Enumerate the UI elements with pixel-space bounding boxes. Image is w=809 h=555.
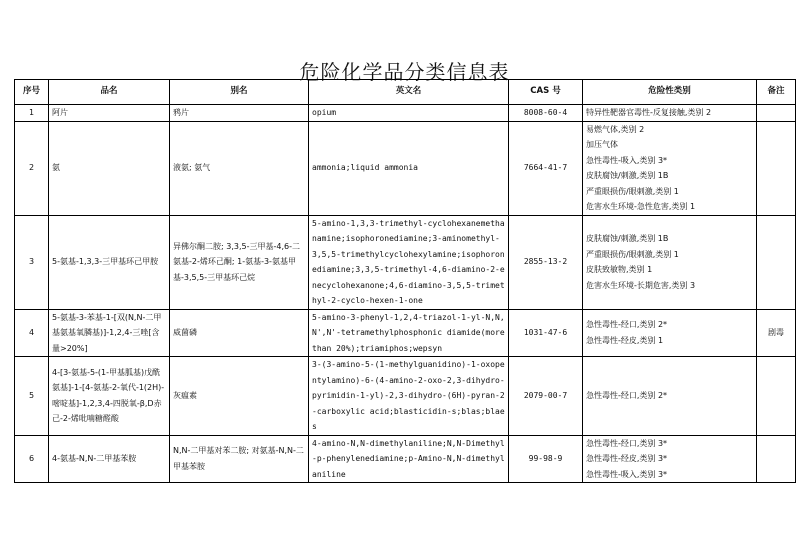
table-row [15,435,796,483]
hazard-line: 皮肤腐蚀/刺激,类别 1B [586,234,669,243]
cell-no: 5 [15,357,49,436]
cell-hazard [583,309,757,357]
cell-alias: 威菌磷 [170,309,309,357]
hazard-line: 急性毒性-经皮,类别 1 [586,335,664,345]
cell-english: 5-amino-3-phenyl-1,2,4-triazol-1-yl-N,N,N',N'-tetramethylphosphonic diamide(more than 20%);triamiphos;wepsyn [309,309,509,357]
hazard-line: 皮肤致敏物,类别 1 [586,265,653,274]
table-row [15,105,796,122]
header-hazard: 危险性类别 [583,80,757,105]
cell-alias: 灰瘟素 [170,357,309,436]
hazard-line: 急性毒性-吸入,类别 3* [586,469,668,479]
hazard-line: 皮肤腐蚀/刺激,类别 1B [586,171,669,180]
cell-no: 2 [15,121,49,215]
cell-english: opium [309,105,509,122]
cell-cas: 2079-00-7 [509,357,583,436]
cell-alias: N,N-二甲基对苯二胺; 对氨基-N,N-二甲基苯胺 [170,435,309,483]
cell-cas: 2855-13-2 [509,215,583,309]
cell-hazard [583,105,757,122]
cell-hazard [583,357,757,436]
cell-english: 5-amino-1,3,3-trimethyl-cyclohexanemethanamine;isophoronediamine;3-aminomethyl-3,5,5-trimethylcyclohexylamine;isophoronediamine;3,3,5-trimethyl-4,6-diamino-2-enecyclohexanone;4,6-diamino-3,5,5-trimethyl-2-cyclo-hexen-1-one [309,215,509,309]
cell-name: 4-[3-氨基-5-(1-甲基胍基)戊酰氨基]-1-[4-氨基-2-氧代-1(2H)-嘧啶基]-1,2,3,4-四脱氧-β,D赤己-2-烯吡喃糖醛酸 [49,357,170,436]
header-alias: 别名 [170,80,309,105]
cell-name: 5-氨基-1,3,3-三甲基环己甲胺 [49,215,170,309]
cell-alias: 异佛尔酮二胺; 3,3,5-三甲基-4,6-二氨基-2-烯环己酮; 1-氨基-3-氨基甲基-3,5,5-三甲基环己烷 [170,215,309,309]
cell-no: 3 [15,215,49,309]
hazard-line: 特异性靶器官毒性-反复接触,类别 2 [586,108,712,117]
hazard-line: 急性毒性-经口,类别 3* [586,438,668,448]
cell-english: 4-amino-N,N-dimethylaniline;N,N-Dimethyl-p-phenylenediamine;p-Amino-N,N-dimethylaniline [309,435,509,483]
hazard-line: 急性毒性-吸入,类别 3* [586,155,668,165]
cell-hazard [583,121,757,215]
hazard-line: 易燃气体,类别 2 [586,124,645,134]
table-row [15,121,796,215]
table-row [15,357,796,436]
header-english: 英文名 [309,80,509,105]
table-row [15,215,796,309]
cell-cas: 99-98-9 [509,435,583,483]
hazard-line: 急性毒性-经口,类别 2* [586,391,668,400]
page-title: 危险化学品分类信息表 [299,60,510,84]
hazard-line: 危害水生环境-长期危害,类别 3 [586,280,696,290]
cell-name: 5-氨基-3-苯基-1-[双(N,N-二甲基氨基氧膦基)]-1,2,4-三唑[含量>20%] [49,309,170,357]
hazard-line: 严重眼损伤/眼刺激,类别 1 [586,186,679,196]
header-name: 品名 [49,80,170,105]
cell-no: 4 [15,309,49,357]
cell-note [757,215,796,309]
cell-cas: 8008-60-4 [509,105,583,122]
cell-alias: 液氨; 氨气 [170,121,309,215]
cell-note [757,105,796,122]
cell-note [757,121,796,215]
hazard-line: 严重眼损伤/眼刺激,类别 1 [586,249,679,259]
header-note: 备注 [757,80,796,105]
cell-note: 剧毒 [757,309,796,357]
cell-hazard [583,215,757,309]
table-header-row [15,80,796,105]
cell-name: 阿片 [49,105,170,122]
cell-english: 3-(3-amino-5-(1-methylguanidino)-1-oxopentylamino)-6-(4-amino-2-oxo-2,3-dihydro-pyrimidin-1-yl)-2,3-dihydro-(6H)-pyran-2-carboxylic acid;blasticidin-s;blas;blaes [309,357,509,436]
cell-hazard [583,435,757,483]
cell-name: 氨 [49,121,170,215]
cell-no: 6 [15,435,49,483]
cell-name: 4-氨基-N,N-二甲基苯胺 [49,435,170,483]
hazard-line: 急性毒性-经口,类别 2* [586,320,668,330]
hazard-table [14,79,796,483]
cell-cas: 7664-41-7 [509,121,583,215]
table-row [15,309,796,357]
header-cas: CAS 号 [509,80,583,105]
hazard-line: 急性毒性-经皮,类别 3* [586,454,668,463]
cell-alias: 鸦片 [170,105,309,122]
hazard-line: 加压气体 [586,140,618,149]
header-no: 序号 [15,80,49,105]
cell-note [757,357,796,436]
cell-english: ammonia;liquid ammonia [309,121,509,215]
cell-note [757,435,796,483]
cell-no: 1 [15,105,49,122]
cell-cas: 1031-47-6 [509,309,583,357]
hazard-line: 危害水生环境-急性危害,类别 1 [586,202,696,211]
